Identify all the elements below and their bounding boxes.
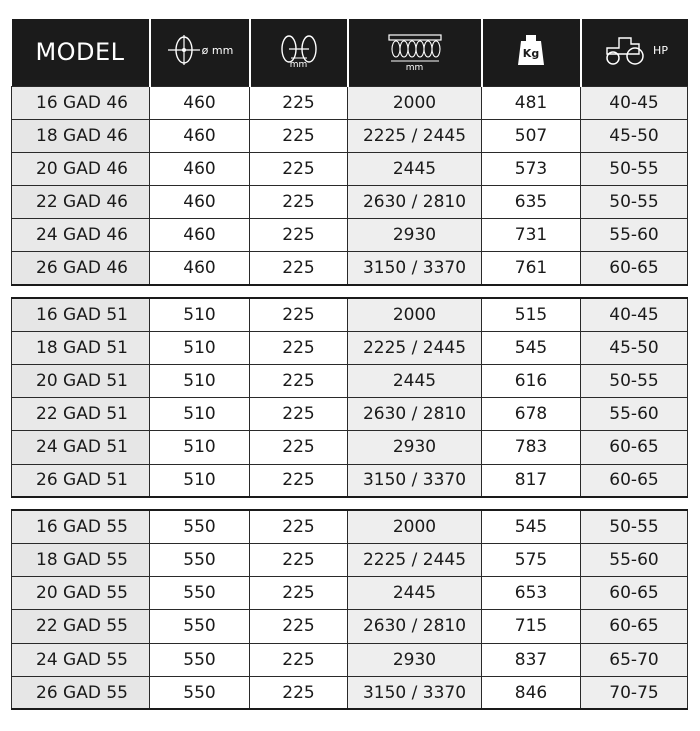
weight-cell: 635: [482, 186, 581, 219]
model-cell: 20 GAD 46: [12, 152, 150, 185]
table-row: [12, 365, 688, 398]
width-cell: 2630 / 2810: [348, 610, 482, 643]
power-cell: 65-70: [581, 643, 688, 676]
weight-column-header: [482, 19, 581, 86]
power-cell: 55-60: [581, 543, 688, 576]
table-row: [12, 398, 688, 431]
table-row: [12, 86, 688, 119]
diameter-cell: 550: [150, 610, 250, 643]
table-row: [12, 431, 688, 464]
diameter-cell: 460: [150, 219, 250, 252]
spacing-column-header: [250, 19, 348, 86]
spacing-cell: 225: [250, 643, 348, 676]
model-cell: 20 GAD 55: [12, 577, 150, 610]
model-cell: 24 GAD 55: [12, 643, 150, 676]
weight-cell: 573: [482, 152, 581, 185]
spacing-cell: 225: [250, 543, 348, 576]
model-cell: 24 GAD 46: [12, 219, 150, 252]
model-cell: 16 GAD 46: [12, 86, 150, 119]
width-cell: 2930: [348, 431, 482, 464]
power-cell: 60-65: [581, 252, 688, 285]
table-row: [12, 298, 688, 331]
diameter-column-header: [150, 19, 250, 86]
table-row: [12, 510, 688, 543]
power-cell: 70-75: [581, 676, 688, 709]
width-cell: 2445: [348, 577, 482, 610]
spacing-cell: 225: [250, 510, 348, 543]
model-cell: 18 GAD 51: [12, 331, 150, 364]
spacing-cell: 225: [250, 298, 348, 331]
spacing-cell: 225: [250, 464, 348, 497]
weight-cell: 715: [482, 610, 581, 643]
diameter-cell: 460: [150, 119, 250, 152]
width-cell: 3150 / 3370: [348, 464, 482, 497]
width-cell: 2930: [348, 219, 482, 252]
model-cell: 16 GAD 55: [12, 510, 150, 543]
width-cell: 3150 / 3370: [348, 676, 482, 709]
width-cell: 2630 / 2810: [348, 398, 482, 431]
power-unit-label: HP: [653, 43, 668, 57]
diameter-cell: 510: [150, 365, 250, 398]
diameter-cell: 510: [150, 464, 250, 497]
model-cell: 20 GAD 51: [12, 365, 150, 398]
power-cell: 50-55: [581, 365, 688, 398]
power-cell: 50-55: [581, 152, 688, 185]
spec-table: [11, 19, 688, 710]
weight-cell: 817: [482, 464, 581, 497]
diameter-cell: 550: [150, 577, 250, 610]
weight-cell: 783: [482, 431, 581, 464]
model-cell: 22 GAD 46: [12, 186, 150, 219]
width-cell: 2445: [348, 365, 482, 398]
header-row: [12, 19, 688, 86]
table-row: [12, 610, 688, 643]
spacing-cell: 225: [250, 186, 348, 219]
spacing-cell: 225: [250, 398, 348, 431]
spacing-cell: 225: [250, 431, 348, 464]
model-cell: 26 GAD 51: [12, 464, 150, 497]
table-row: [12, 186, 688, 219]
model-cell: 22 GAD 51: [12, 398, 150, 431]
weight-cell: 653: [482, 577, 581, 610]
table-row: [12, 219, 688, 252]
width-cell: 2000: [348, 510, 482, 543]
width-cell: 2630 / 2810: [348, 186, 482, 219]
working-width-icon: [385, 31, 445, 65]
diameter-cell: 550: [150, 510, 250, 543]
model-cell: 26 GAD 46: [12, 252, 150, 285]
power-cell: 60-65: [581, 610, 688, 643]
model-column-header: MODEL: [12, 19, 150, 86]
power-cell: 45-50: [581, 119, 688, 152]
width-cell: 2000: [348, 298, 482, 331]
weight-cell: 846: [482, 676, 581, 709]
width-cell: 2445: [348, 152, 482, 185]
width-cell: 2225 / 2445: [348, 331, 482, 364]
weight-cell: 678: [482, 398, 581, 431]
model-cell: 18 GAD 55: [12, 543, 150, 576]
width-cell: 2000: [348, 86, 482, 119]
power-cell: 40-45: [581, 86, 688, 119]
diameter-cell: 510: [150, 431, 250, 464]
weight-cell: 837: [482, 643, 581, 676]
width-cell: 3150 / 3370: [348, 252, 482, 285]
table-row: [12, 152, 688, 185]
table-row: [12, 252, 688, 285]
weight-cell: 515: [482, 298, 581, 331]
table-row: [12, 331, 688, 364]
power-cell: 50-55: [581, 186, 688, 219]
table-row: [12, 643, 688, 676]
weight-cell: 545: [482, 331, 581, 364]
table-row: [12, 676, 688, 709]
spacing-cell: 225: [250, 331, 348, 364]
weight-cell: 507: [482, 119, 581, 152]
width-cell: 2225 / 2445: [348, 119, 482, 152]
spacing-cell: 225: [250, 86, 348, 119]
width-cell: 2225 / 2445: [348, 543, 482, 576]
model-cell: 18 GAD 46: [12, 119, 150, 152]
diameter-cell: 550: [150, 643, 250, 676]
spacing-cell: 225: [250, 152, 348, 185]
power-cell: 45-50: [581, 331, 688, 364]
diameter-cell: 460: [150, 252, 250, 285]
table-row: [12, 577, 688, 610]
spacing-cell: 225: [250, 610, 348, 643]
weight-cell: 616: [482, 365, 581, 398]
weight-cell: 761: [482, 252, 581, 285]
spacing-unit-label: mm: [289, 60, 308, 71]
tractor-icon: [601, 34, 651, 66]
diameter-cell: 550: [150, 676, 250, 709]
table-row: [12, 119, 688, 152]
model-cell: 24 GAD 51: [12, 431, 150, 464]
power-cell: 60-65: [581, 431, 688, 464]
power-cell: 50-55: [581, 510, 688, 543]
power-cell: 60-65: [581, 577, 688, 610]
weight-cell: 575: [482, 543, 581, 576]
power-cell: 60-65: [581, 464, 688, 497]
weight-unit-label: Kg: [522, 47, 540, 61]
spacing-cell: 225: [250, 219, 348, 252]
diameter-cell: 510: [150, 331, 250, 364]
diameter-cell: 460: [150, 186, 250, 219]
power-cell: 40-45: [581, 298, 688, 331]
diameter-cell: 550: [150, 543, 250, 576]
group-separator: [12, 285, 688, 298]
weight-cell: 481: [482, 86, 581, 119]
spec-sheet: [11, 19, 687, 710]
disc-diameter-icon: [166, 34, 202, 66]
spacing-cell: 225: [250, 577, 348, 610]
model-cell: 16 GAD 51: [12, 298, 150, 331]
width-column-header: [348, 19, 482, 86]
table-row: [12, 464, 688, 497]
spacing-cell: 225: [250, 252, 348, 285]
model-cell: 26 GAD 55: [12, 676, 150, 709]
weight-cell: 545: [482, 510, 581, 543]
width-unit-label: mm: [405, 63, 424, 74]
model-cell: 22 GAD 55: [12, 610, 150, 643]
diameter-cell: 510: [150, 398, 250, 431]
diameter-cell: 460: [150, 152, 250, 185]
power-cell: 55-60: [581, 219, 688, 252]
diameter-cell: 510: [150, 298, 250, 331]
spacing-cell: 225: [250, 119, 348, 152]
diameter-cell: 460: [150, 86, 250, 119]
power-column-header: [581, 19, 688, 86]
weight-cell: 731: [482, 219, 581, 252]
spacing-cell: 225: [250, 365, 348, 398]
spacing-cell: 225: [250, 676, 348, 709]
table-row: [12, 543, 688, 576]
diameter-unit-label: ø mm: [201, 43, 234, 57]
power-cell: 55-60: [581, 398, 688, 431]
width-cell: 2930: [348, 643, 482, 676]
group-separator: [12, 497, 688, 510]
